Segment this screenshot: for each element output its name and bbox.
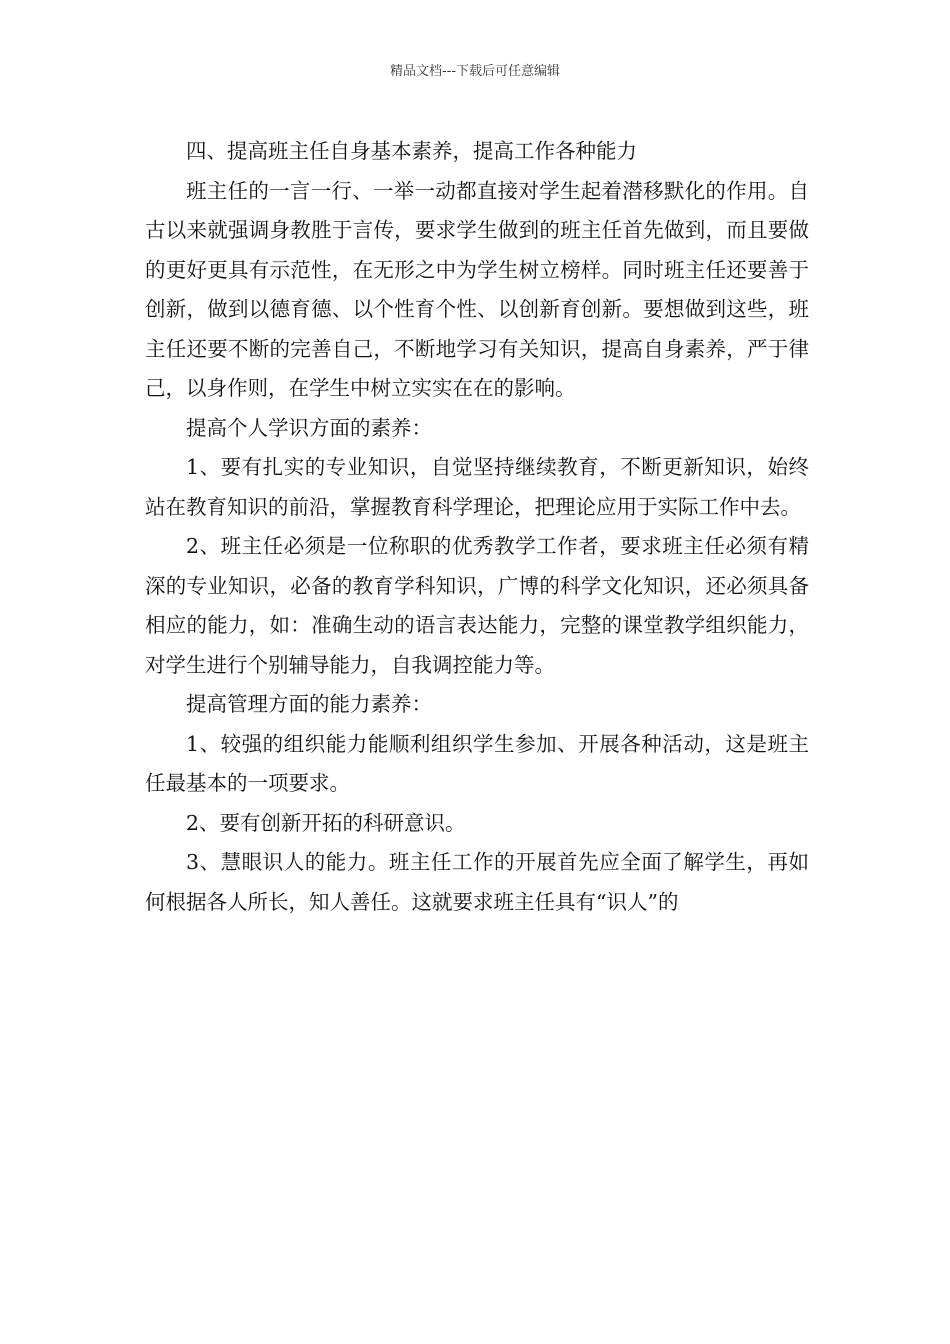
subheading: 提高个人学识方面的素养：: [186, 415, 432, 440]
list-item: 1、要有扎实的专业知识，自觉坚持继续教育，不断更新知识，始终站在教育知识的前沿，掌握教育科学理论，把理论应用于实际工作中去。: [145, 455, 809, 519]
subheading: 提高管理方面的能力素养：: [186, 692, 432, 716]
list-item: 2、要有创新开拓的科研意识。: [186, 810, 466, 835]
list-item: 3、慧眼识人的能力。班主任工作的开展首先应全面了解学生，再如何根据各人所长，知人善任。这就要求班主任具有“识人”的: [145, 850, 809, 914]
paragraph: 班主任的一言一行、一举一动都直接对学生起着潜移默化的作用。自古以来就强调身教胜于言传，要求学生做到的班主任首先做到，而且要做的更好更具有示范性，在无形之中为学生树立榜样。同时班主任还要善于创新，做到以德育德、以个性育个性、以创新育创新。要想做到这些，班主任还要不断的完善自己，不断地学习有关知识，提高自身素养，严于律己，以身作则，在学生中树立实实在在的影响。: [145, 178, 809, 400]
document-body: [145, 132, 809, 922]
list-item: 1、较强的组织能力能顺利组织学生参加、开展各种活动，这是班主任最基本的一项要求。: [145, 731, 809, 795]
list-item: 2、班主任必须是一位称职的优秀教学工作者，要求班主任必须有精深的专业知识，必备的教育学科知识，广博的科学文化知识，还必须具备相应的能力，如：准确生动的语言表达能力，完整的课堂教学组织能力，对学生进行个别辅导能力，自我调控能力等。: [145, 534, 809, 677]
section-heading: 四、提高班主任自身基本素养，提高工作各种能力: [186, 139, 637, 163]
page-header: 精品文档---下载后可任意编辑: [389, 64, 561, 79]
